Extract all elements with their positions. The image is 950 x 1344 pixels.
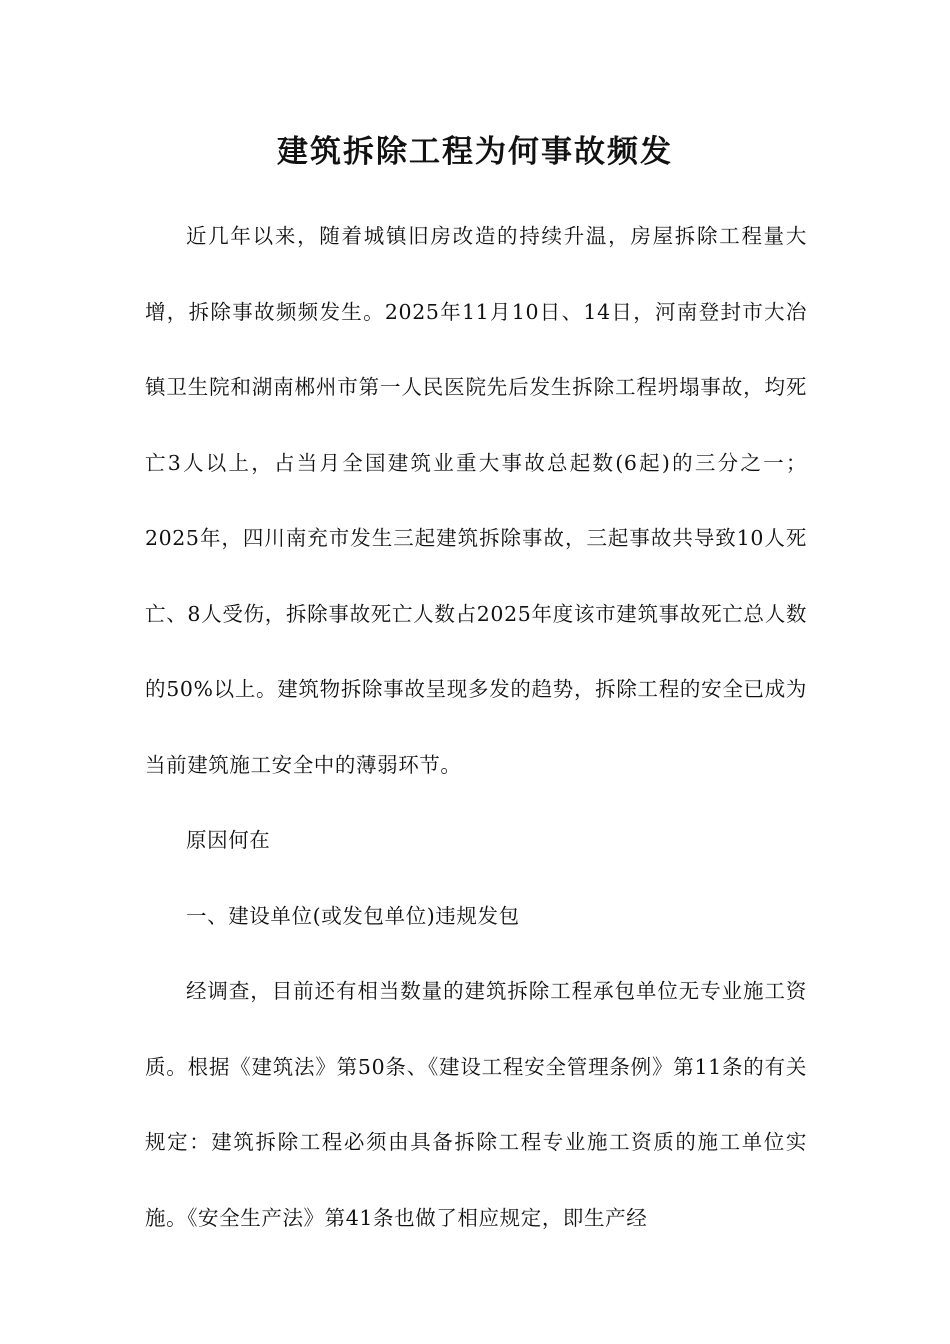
paragraph-section-1-body: 经调查，目前还有相当数量的建筑拆除工程承包单位无专业施工资质。根据《建筑法》第50条、《建设工程安全管理条例》第11条的有关规定：建筑拆除工程必须由具备拆除工程专业施工资质的施工单位实施。《安全生产法》第41条也做了相应规定，即生产经: [145, 979, 807, 1230]
paragraph-heading-section-1: 一、建设单位(或发包单位)违规发包: [186, 903, 520, 928]
paragraph-heading-reasons: 原因何在: [186, 828, 271, 852]
document-body: [145, 199, 807, 1256]
paragraph-intro: 近几年以来，随着城镇旧房改造的持续升温，房屋拆除工程量大增，拆除事故频频发生。2025年11月10日、14日，河南登封市大冶镇卫生院和湖南郴州市第一人民医院先后发生拆除工程坍塌事故，均死亡3人以上，占当月全国建筑业重大事故总起数(6起)的三分之一；2025年，四川南充市发生三起建筑拆除事故，三起事故共导致10人死亡、8人受伤，拆除事故死亡人数占2025年度该市建筑事故死亡总人数的50%以上。建筑物拆除事故呈现多发的趋势，拆除工程的安全已成为当前建筑施工安全中的薄弱环节。: [145, 224, 807, 777]
document-title: 建筑拆除工程为何事故频发: [277, 134, 673, 170]
